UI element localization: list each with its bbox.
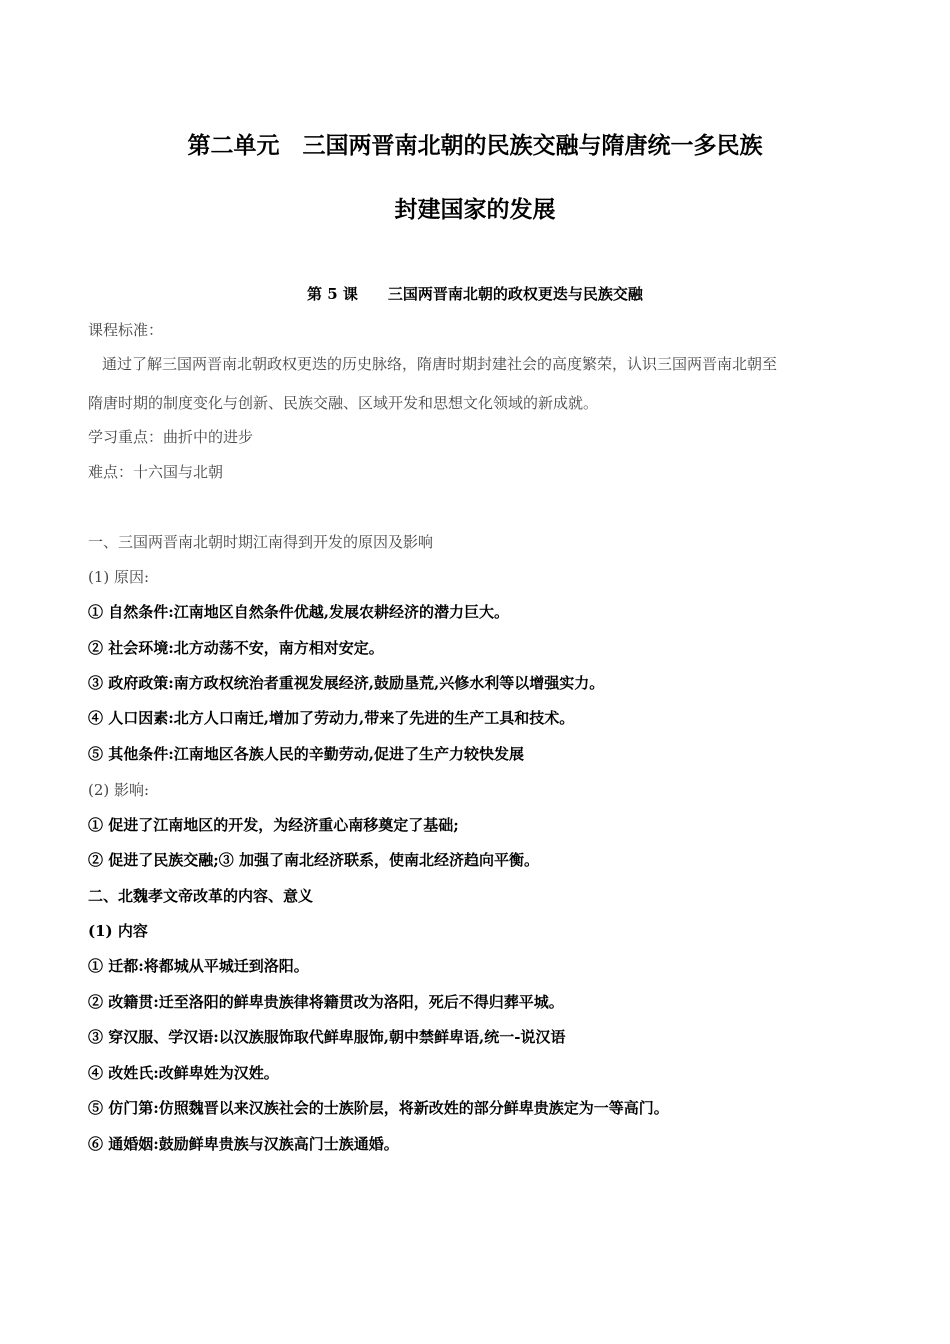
- reform-item: ⑤ 仿门第:仿照魏晋以来汉族社会的士族阶层，将新改姓的部分鲜卑贵族定为一等高门。: [88, 1099, 669, 1117]
- cause-item: ③ 政府政策:南方政权统治者重视发展经济,鼓励垦荒,兴修水利等以增强实力。: [88, 674, 605, 692]
- section-1-title: 一、三国两晋南北朝时期江南得到开发的原因及影响: [88, 533, 434, 551]
- reform-item: ⑥ 通婚姻:鼓励鲜卑贵族与汉族高门士族通婚。: [88, 1135, 399, 1153]
- causes-label: (1) 原因:: [88, 568, 150, 586]
- learning-difficulty: 难点：十六国与北朝: [88, 463, 224, 481]
- cause-item: ② 社会环境:北方动荡不安，南方相对安定。: [88, 639, 384, 657]
- section-2-title: 二、北魏孝文帝改革的内容、意义: [88, 887, 314, 905]
- standard-text-line-2: 隋唐时期的制度变化与创新、民族交融、区域开发和思想文化领域的新成就。: [88, 394, 599, 412]
- unit-title-line-2: 封建国家的发展: [394, 197, 556, 223]
- reform-item: ① 迁都:将都城从平城迁到洛阳。: [88, 957, 309, 975]
- effect-item: ② 促进了民族交融;③ 加强了南北经济联系，使南北经济趋向平衡。: [88, 851, 539, 869]
- effects-label: (2) 影响:: [88, 781, 150, 799]
- standard-label: 课程标准：: [88, 321, 164, 339]
- content-label: (1) 内容: [88, 922, 148, 940]
- cause-item: ④ 人口因素:北方人口南迁,增加了劳动力,带来了先进的生产工具和技术。: [88, 709, 575, 727]
- effect-item: ① 促进了江南地区的开发，为经济重心南移奠定了基础;: [88, 816, 459, 834]
- standard-text-line-1: 通过了解三国两晋南北朝政权更迭的历史脉络，隋唐时期封建社会的高度繁荣，认识三国两晋南北朝至: [102, 355, 778, 373]
- reform-item: ③ 穿汉服、学汉语:以汉族服饰取代鲜卑服饰,朝中禁鲜卑语,统一-说汉语: [88, 1028, 566, 1046]
- learning-focus: 学习重点：曲折中的进步: [88, 428, 254, 446]
- lesson-title: 第 5 课 三国两晋南北朝的政权更迭与民族交融: [307, 285, 643, 303]
- cause-item: ① 自然条件:江南地区自然条件优越,发展农耕经济的潜力巨大。: [88, 603, 509, 621]
- cause-item: ⑤ 其他条件:江南地区各族人民的辛勤劳动,促进了生产力较快发展: [88, 745, 524, 763]
- reform-item: ④ 改姓氏:改鲜卑姓为汉姓。: [88, 1064, 279, 1082]
- reform-item: ② 改籍贯:迁至洛阳的鲜卑贵族律将籍贯改为洛阳，死后不得归葬平城。: [88, 993, 564, 1011]
- unit-title-line-1: 第二单元 三国两晋南北朝的民族交融与隋唐统一多民族: [187, 133, 763, 159]
